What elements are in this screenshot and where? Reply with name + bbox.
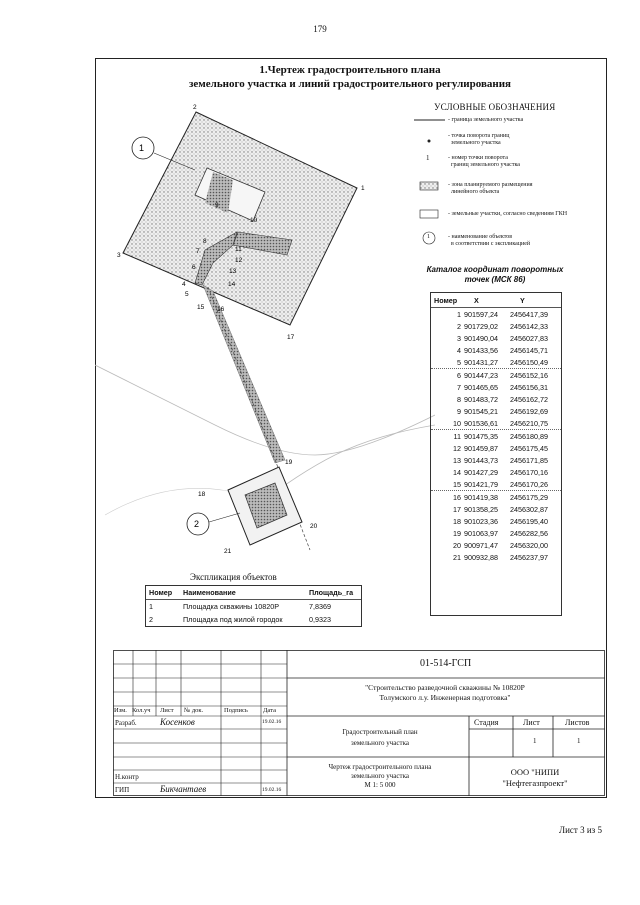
coord-cell: 7 xyxy=(457,382,461,392)
point-label: 4 xyxy=(182,281,186,288)
legend-item: - земельные участки, согласно сведениям ГКН xyxy=(448,211,568,217)
coord-cell: 21 xyxy=(453,552,461,562)
contour-line xyxy=(105,488,245,515)
legend-object-number: 1 xyxy=(427,234,430,240)
coord-cell: 2456320,00 xyxy=(510,540,548,550)
table-row xyxy=(431,429,561,442)
coordinates-table xyxy=(430,292,562,616)
coord-cell: 9 xyxy=(457,406,461,416)
legend-item: - точка поворота границ земельного участка xyxy=(448,133,510,146)
drawing-title-line1: 1.Чертеж градостроительного плана xyxy=(259,64,441,76)
point-label: 20 xyxy=(310,523,318,530)
exp-cell: 2 xyxy=(149,615,153,624)
table-row xyxy=(431,515,561,527)
table-row xyxy=(431,490,561,503)
coord-cell: 4 xyxy=(457,345,461,355)
table-row xyxy=(431,478,561,490)
sheets-value: 1 xyxy=(577,737,581,745)
table-row xyxy=(431,368,561,381)
col-sheet: Лист xyxy=(160,707,174,714)
coord-cell: 2456162,72 xyxy=(510,394,548,404)
coord-cell: 2456170,16 xyxy=(510,467,548,477)
exp-h-number: Номер xyxy=(149,588,173,597)
site-map xyxy=(95,95,435,565)
col-sign: Подпись xyxy=(224,707,248,714)
date-chief-engineer: 19.02.16 xyxy=(262,787,282,793)
col-qty: Кол.уч xyxy=(132,707,151,714)
coord-cell: 2456152,16 xyxy=(510,370,548,380)
legend-symbols xyxy=(412,115,447,245)
point-label: 12 xyxy=(235,257,243,264)
sheet-footer: Лист 3 из 5 xyxy=(559,825,602,835)
coord-cell: 2456417,39 xyxy=(510,309,548,319)
coord-cell: 3 xyxy=(457,333,461,343)
point-label: 9 xyxy=(215,202,219,209)
leader-line xyxy=(209,513,240,522)
coord-cell: 901431,27 xyxy=(464,357,498,367)
coord-cell: 2456237,97 xyxy=(510,552,548,562)
drawing-title-line2: земельного участка и линий градостроительного регулирования xyxy=(188,78,512,90)
point-label: 5 xyxy=(185,291,189,298)
table-row xyxy=(431,405,561,417)
coord-cell: 900932,88 xyxy=(464,552,498,562)
coord-cell: 1 xyxy=(457,309,461,319)
coord-cell: 2456180,89 xyxy=(510,431,548,441)
exp-cell: 7,8369 xyxy=(309,602,331,611)
role-chief-engineer: ГИП xyxy=(115,786,130,794)
drawing-name: Чертеж градостроительного плана земельного участка М 1: 5 000 xyxy=(328,763,432,789)
coord-cell: 901358,25 xyxy=(464,504,498,514)
coordinates-header xyxy=(431,293,561,308)
header-y: Y xyxy=(520,295,525,305)
coord-cell: 901447,23 xyxy=(464,370,498,380)
coord-cell: 11 xyxy=(453,431,461,441)
coord-cell: 10 xyxy=(453,418,461,428)
table-row xyxy=(431,466,561,478)
header-number: Номер xyxy=(434,295,458,305)
coord-cell: 901023,36 xyxy=(464,516,498,526)
stage-header: Стадия xyxy=(474,718,499,727)
point-label: 11 xyxy=(235,246,242,253)
point-label: 10 xyxy=(250,217,258,224)
plot-symbol xyxy=(420,210,438,218)
point-label: 3 xyxy=(117,252,121,259)
name-developer: Косенков xyxy=(160,717,195,727)
table-row xyxy=(431,332,561,344)
coord-cell: 901545,21 xyxy=(464,406,498,416)
table-row xyxy=(431,527,561,539)
exp-h-area: Площадь_га xyxy=(309,588,354,597)
table-row xyxy=(431,539,561,551)
coord-cell: 14 xyxy=(453,467,461,477)
point-label: 16 xyxy=(217,306,225,313)
point-label: 2 xyxy=(193,104,197,111)
point-label: 6 xyxy=(192,264,196,271)
date-developer: 19.02.16 xyxy=(262,719,282,725)
explication-header xyxy=(146,586,361,600)
obj-label-1: 1 xyxy=(139,143,145,153)
legend-item: - номер точки поворота границ земельного участка xyxy=(448,155,520,168)
col-date: Дата xyxy=(263,707,276,714)
table-row xyxy=(431,393,561,405)
coord-cell: 901433,56 xyxy=(464,345,498,355)
table-row xyxy=(146,600,361,613)
coord-cell: 901490,04 xyxy=(464,333,498,343)
coord-cell: 19 xyxy=(453,528,461,538)
point-label: 14 xyxy=(228,281,236,288)
coord-cell: 900971,47 xyxy=(464,540,498,550)
coord-cell: 5 xyxy=(457,357,461,367)
coord-cell: 2456175,29 xyxy=(510,492,548,502)
point-label: 21 xyxy=(224,548,232,555)
sheet-value: 1 xyxy=(533,737,537,745)
table-row xyxy=(431,320,561,332)
obj-label-2: 2 xyxy=(194,519,200,529)
col-change: Изм. xyxy=(114,707,127,714)
exp-h-name: Наименование xyxy=(183,588,236,597)
col-docno: № док. xyxy=(184,707,204,714)
coord-cell: 15 xyxy=(453,479,461,489)
organization: ООО "НИПИ "Нефтегазпроект" xyxy=(502,767,568,788)
coord-cell: 2456302,87 xyxy=(510,504,548,514)
point-label: 15 xyxy=(197,304,205,311)
legend-point-number: 1 xyxy=(426,154,430,162)
coord-cell: 2456171,85 xyxy=(510,455,548,465)
doc-code: 01-514-ГСП xyxy=(420,658,472,669)
legend-item: - наименование объектов в соответствии с экспликацией xyxy=(448,234,531,247)
coord-cell: 2456282,56 xyxy=(510,528,548,538)
turn-point-symbol xyxy=(428,140,431,143)
coord-cell: 2456192,69 xyxy=(510,406,548,416)
coord-cell: 901421,79 xyxy=(464,479,498,489)
table-row xyxy=(431,381,561,393)
legend-title: УСЛОВНЫЕ ОБОЗНАЧЕНИЯ xyxy=(434,102,556,112)
coord-cell: 2 xyxy=(457,321,461,331)
table-row xyxy=(431,454,561,466)
exp-cell: Площадка скважины 10820Р xyxy=(183,602,280,611)
name-chief-engineer: Бикчантаев xyxy=(160,784,207,794)
explication-table xyxy=(145,585,362,627)
coord-cell: 901443,73 xyxy=(464,455,498,465)
header-x: X xyxy=(474,295,479,305)
legend-item: - зона планируемого размещения линейного объекта xyxy=(448,182,533,195)
contour-line xyxy=(95,365,435,455)
coord-cell: 2456170,26 xyxy=(510,479,548,489)
coord-cell: 17 xyxy=(453,504,461,514)
table-row xyxy=(431,551,561,563)
coord-cell: 6 xyxy=(457,370,461,380)
zone-symbol xyxy=(420,182,438,190)
coord-cell: 12 xyxy=(453,443,461,453)
coord-cell: 901729,02 xyxy=(464,321,498,331)
coord-cell: 901483,72 xyxy=(464,394,498,404)
coord-cell: 2456142,33 xyxy=(510,321,548,331)
coord-cell: 8 xyxy=(457,394,461,404)
table-row xyxy=(431,308,561,320)
table-row xyxy=(431,442,561,454)
coord-cell: 18 xyxy=(453,516,461,526)
role-developer: Разраб. xyxy=(115,719,137,727)
coord-cell: 901063,97 xyxy=(464,528,498,538)
exp-cell: 1 xyxy=(149,602,153,611)
sheets-header: Листов xyxy=(565,718,590,727)
project-name: "Строительство разведочной скважины № 10820Р Толумского л.у. Инженерная подготовка" xyxy=(365,683,525,702)
coord-cell: 20 xyxy=(453,540,461,550)
coord-cell: 901475,35 xyxy=(464,431,498,441)
page-number: 179 xyxy=(313,24,327,34)
doc-title: Градостроительный план земельного участка xyxy=(342,728,418,747)
table-row xyxy=(431,344,561,356)
catalog-title: Каталог координат поворотных точек (МСК 86) xyxy=(426,265,564,284)
coord-cell: 2456210,75 xyxy=(510,418,548,428)
table-row xyxy=(431,356,561,368)
coord-cell: 901459,87 xyxy=(464,443,498,453)
role-normcontrol: Н.контр xyxy=(115,773,139,781)
coord-cell: 901419,38 xyxy=(464,492,498,502)
coord-cell: 901427,29 xyxy=(464,467,498,477)
point-label: 19 xyxy=(285,459,293,466)
table-row xyxy=(431,503,561,515)
coord-cell: 901536,61 xyxy=(464,418,498,428)
coord-cell: 2456156,31 xyxy=(510,382,548,392)
exp-cell: Площадка под жилой городок xyxy=(183,615,283,624)
point-label: 18 xyxy=(198,491,206,498)
point-label: 17 xyxy=(287,334,295,341)
coord-cell: 2456027,83 xyxy=(510,333,548,343)
sheet-header: Лист xyxy=(523,718,540,727)
coord-cell: 901597,24 xyxy=(464,309,498,319)
coord-cell: 13 xyxy=(453,455,461,465)
explication-title: Экспликация объектов xyxy=(190,572,277,582)
coord-cell: 2456150,49 xyxy=(510,357,548,367)
coord-cell: 901465,65 xyxy=(464,382,498,392)
land-plot-1 xyxy=(123,112,357,325)
point-label: 13 xyxy=(229,268,237,275)
legend-item: - граница земельного участка xyxy=(448,117,524,123)
table-row xyxy=(431,417,561,429)
exp-cell: 0,9323 xyxy=(309,615,331,624)
point-label: 8 xyxy=(203,238,207,245)
point-label: 1 xyxy=(361,185,365,192)
coord-cell: 2456145,71 xyxy=(510,345,548,355)
coord-cell: 2456195,40 xyxy=(510,516,548,526)
coord-cell: 2456175,45 xyxy=(510,443,548,453)
table-row xyxy=(146,613,361,626)
point-label: 7 xyxy=(196,248,200,255)
coord-cell: 16 xyxy=(453,492,461,502)
